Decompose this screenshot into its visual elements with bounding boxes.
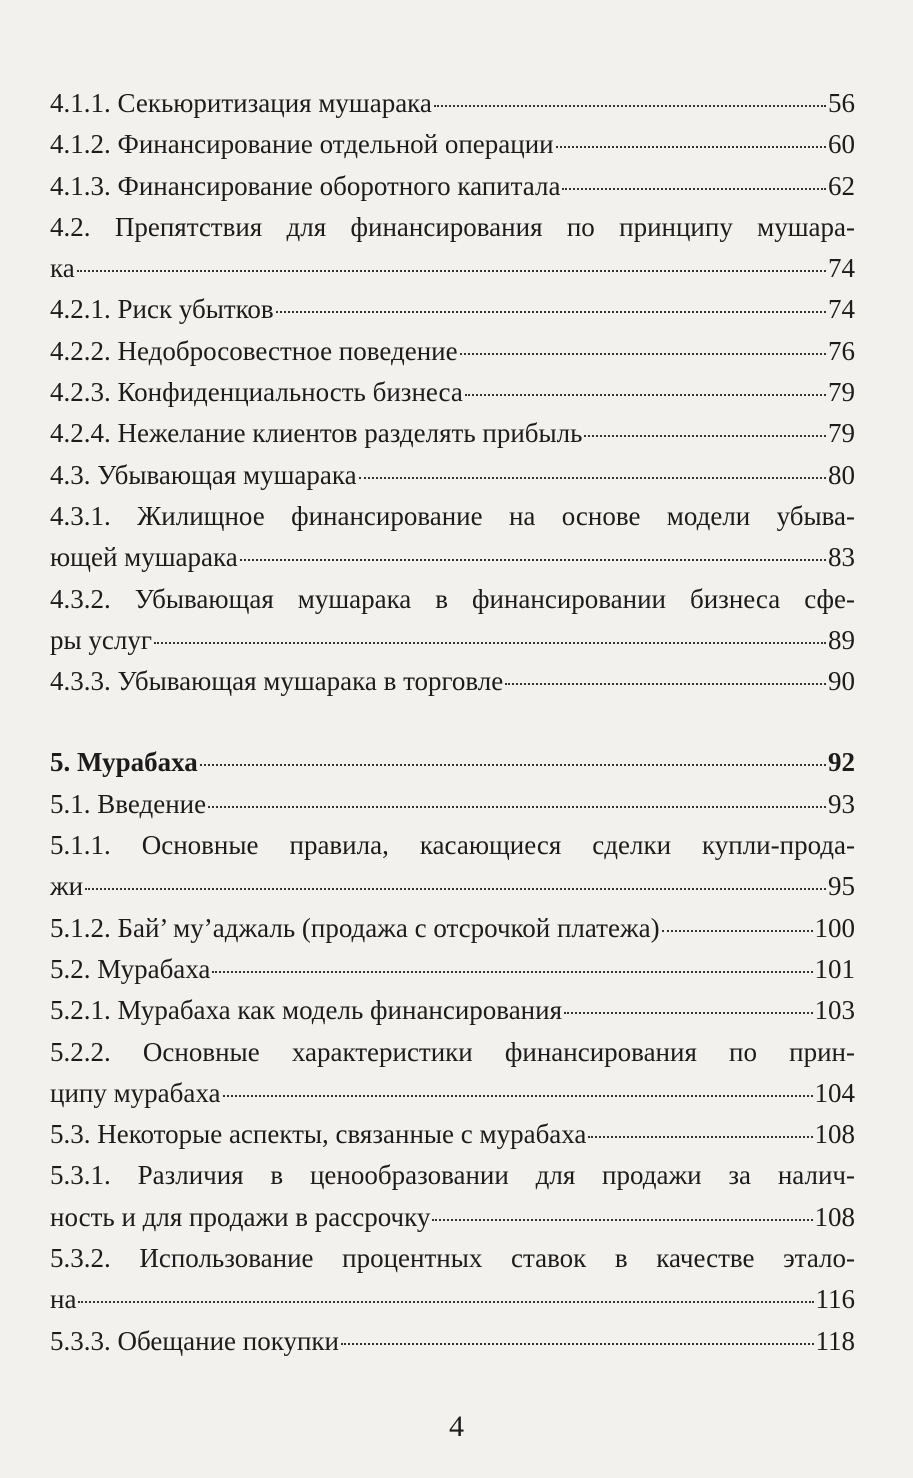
toc-entry-line [50, 372, 855, 413]
dot-leader [208, 806, 826, 808]
toc-entry-line [50, 124, 855, 165]
toc-entry-title: ка [50, 253, 75, 284]
toc-entry [50, 579, 855, 662]
toc-entry-line [50, 1321, 855, 1362]
toc-entry-page: 62 [828, 170, 855, 201]
toc-entry-line [50, 1073, 855, 1114]
toc-entry-page: 108 [814, 1119, 855, 1150]
table-of-contents [50, 83, 855, 1362]
toc-entry-line [50, 289, 855, 330]
toc-entry-page: 74 [828, 294, 855, 325]
toc-entry-title: 5.3. Некоторые аспекты, связанные с мурабаха [50, 1119, 587, 1150]
section-gap [50, 702, 855, 742]
dot-leader [85, 888, 826, 890]
toc-entry-line [50, 83, 855, 124]
toc-entry [50, 784, 855, 825]
toc-entry-page: 103 [814, 995, 855, 1026]
toc-entry-page: 90 [828, 666, 855, 697]
toc-entry-page: 80 [828, 459, 855, 490]
toc-entry-first-line: 4.3.1. Жилищное финансирование на основе модели убыва- [50, 500, 855, 531]
toc-entry-line [50, 990, 855, 1031]
dot-leader [432, 1219, 812, 1221]
dot-leader [223, 1095, 813, 1097]
toc-entry [50, 1238, 855, 1321]
dot-leader [359, 477, 826, 479]
toc-entry-first-line: 5.3.1. Различия в ценообразовании для продажи за налич- [50, 1160, 855, 1191]
toc-entry [50, 661, 855, 702]
toc-entry [50, 1032, 855, 1115]
toc-entry-title: 4.2.4. Нежелание клиентов разделять прибыль [50, 418, 583, 449]
toc-entry-first-line: 5.2.2. Основные характеристики финансирования по прин- [50, 1036, 855, 1067]
toc-entry-line [50, 784, 855, 825]
toc-entry-title: 4.1.2. Финансирование отдельной операции [50, 129, 554, 160]
toc-entry-title: 4.3.3. Убывающая мушарака в торговле [50, 666, 504, 697]
toc-entry-line [50, 248, 855, 289]
toc-entry-title: ципу мурабаха [50, 1077, 221, 1108]
toc-entry [50, 372, 855, 413]
toc-entry-line [50, 1197, 855, 1238]
toc-entry-page: 108 [814, 1201, 855, 1232]
dot-leader [276, 311, 826, 313]
toc-entry [50, 331, 855, 372]
dot-leader [588, 1136, 812, 1138]
toc-entry-page: 60 [828, 129, 855, 160]
toc-entry-title: 4.1.3. Финансирование оборотного капитала [50, 170, 561, 201]
dot-leader [556, 146, 826, 148]
toc-entry-title: 5.1. Введение [50, 788, 207, 819]
dot-leader [154, 642, 826, 644]
dot-leader [505, 683, 826, 685]
toc-entry-title: 4.2.2. Недобросовестное поведение [50, 335, 458, 366]
dot-leader [584, 435, 826, 437]
toc-entry-page: 118 [815, 1325, 855, 1356]
toc-entry [50, 166, 855, 207]
dot-leader [564, 1012, 813, 1014]
toc-entry [50, 1321, 855, 1362]
toc-entry-line [50, 413, 855, 454]
toc-entry-first-line: 5.1.1. Основные правила, касающиеся сделки купли-прода- [50, 830, 855, 861]
toc-entry [50, 825, 855, 908]
toc-entry [50, 289, 855, 330]
toc-entry-page: 100 [814, 912, 855, 943]
toc-entry-page: 95 [828, 871, 855, 902]
toc-entry [50, 207, 855, 290]
toc-entry [50, 83, 855, 124]
toc-entry-title: ющей мушарака [50, 542, 238, 573]
dot-leader [78, 1301, 813, 1303]
toc-entry-line [50, 455, 855, 496]
toc-entry-first-line: 4.2. Препятствия для финансирования по принципу мушара- [50, 211, 855, 242]
toc-section-5 [50, 784, 855, 1362]
toc-entry-page: 116 [815, 1284, 855, 1315]
dot-leader [434, 105, 826, 107]
toc-entry-first-line: 4.3.2. Убывающая мушарака в финансировании бизнеса сфе- [50, 583, 855, 614]
toc-chapter-page: 92 [828, 747, 855, 778]
toc-entry-title: 5.3.3. Обещание покупки [50, 1325, 339, 1356]
toc-entry [50, 413, 855, 454]
toc-entry-page: 79 [828, 418, 855, 449]
toc-entry-title: ры услуг [50, 624, 152, 655]
toc-entry-line [50, 908, 855, 949]
toc-chapter-entry [50, 742, 855, 783]
dot-leader [341, 1343, 814, 1345]
toc-section-4 [50, 83, 855, 702]
toc-chapter-title: 5. Мурабаха [50, 747, 198, 778]
toc-entry-page: 101 [814, 953, 855, 984]
toc-entry [50, 496, 855, 579]
toc-entry-title: 4.2.3. Конфиденциальность бизнеса [50, 377, 463, 408]
toc-entry-title: 5.1.2. Бай’ му’аджаль (продажа с отсрочкой платежа) [50, 912, 660, 943]
toc-entry-title: на [50, 1284, 77, 1315]
toc-entry-line [50, 331, 855, 372]
toc-entry-line [50, 1114, 855, 1155]
toc-entry-title: ность и для продажи в рассрочку [50, 1201, 431, 1232]
toc-chapter-line [50, 742, 855, 783]
page-number: 4 [449, 1410, 464, 1443]
toc-entry-line [50, 661, 855, 702]
toc-entry [50, 949, 855, 990]
toc-entry-page: 104 [814, 1077, 855, 1108]
toc-entry-page: 79 [828, 377, 855, 408]
toc-entry-line [50, 166, 855, 207]
dot-leader [200, 764, 826, 766]
toc-entry [50, 908, 855, 949]
toc-entry-title: 5.2. Мурабаха [50, 953, 211, 984]
toc-entry [50, 1114, 855, 1155]
toc-entry-title: 4.1.1. Секьюритизация мушарака [50, 88, 432, 118]
toc-entry-title: 4.3. Убывающая мушарака [50, 459, 357, 490]
toc-entry [50, 1155, 855, 1238]
toc-entry [50, 124, 855, 165]
toc-entry-page: 93 [828, 788, 855, 819]
toc-entry-page: 74 [828, 253, 855, 284]
toc-entry-page: 89 [828, 624, 855, 655]
dot-leader [212, 971, 812, 973]
dot-leader [460, 353, 826, 355]
toc-entry-page: 76 [828, 335, 855, 366]
dot-leader [562, 188, 826, 190]
dot-leader [77, 270, 826, 272]
dot-leader [465, 394, 826, 396]
toc-entry-line [50, 620, 855, 661]
toc-entry-page: 83 [828, 542, 855, 573]
toc-entry [50, 990, 855, 1031]
toc-entry-first-line: 5.3.2. Использование процентных ставок в качестве этало- [50, 1243, 855, 1274]
toc-entry-line [50, 1279, 855, 1320]
toc-entry-line [50, 537, 855, 578]
toc-entry-line [50, 949, 855, 990]
toc-entry-title: жи [50, 871, 84, 902]
toc-entry-page: 56 [828, 88, 855, 118]
toc-entry-title: 4.2.1. Риск убытков [50, 294, 274, 325]
dot-leader [240, 559, 826, 561]
toc-entry-title: 5.2.1. Мурабаха как модель финансирования [50, 995, 562, 1026]
toc-entry [50, 455, 855, 496]
toc-entry-line [50, 866, 855, 907]
dot-leader [662, 930, 813, 932]
